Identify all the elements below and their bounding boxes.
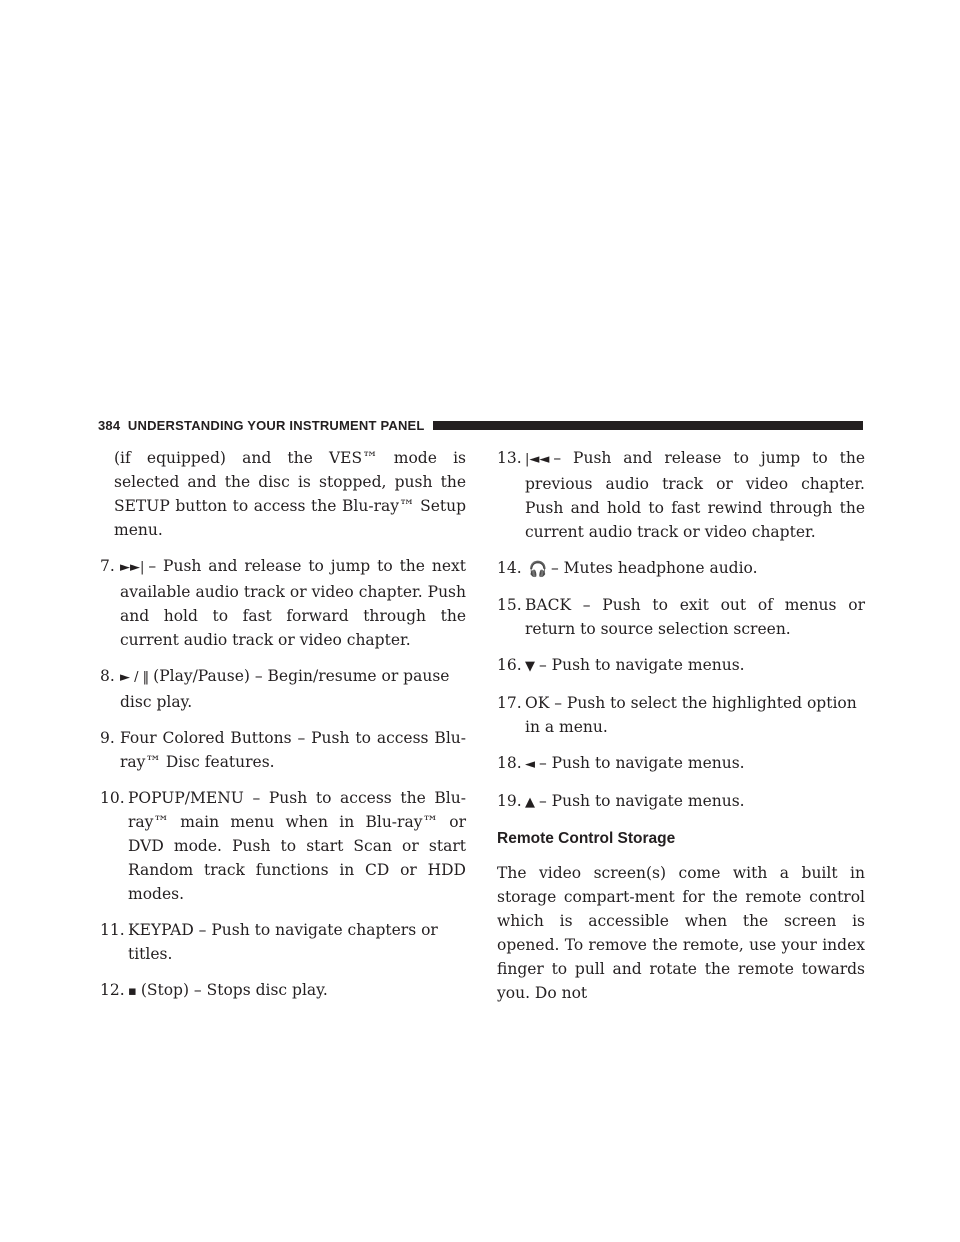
mute-headphone-icon: 🎧	[528, 560, 548, 578]
item-number: 15.	[497, 596, 522, 614]
list-item-10	[100, 786, 466, 906]
list-item-13	[497, 446, 865, 544]
item-number: 10.	[100, 789, 125, 807]
item-text: – Push and release to jump to the next available audio track or video chapter. Push and hold to fast forward through the current audio track or video chapter.	[120, 557, 466, 649]
item-text: BACK – Push to exit out of menus or return to source selection screen.	[525, 596, 865, 638]
item-text: KEYPAD – Push to navigate chapters or titles.	[128, 921, 438, 963]
list-item-12	[100, 978, 466, 1004]
list-item-11	[100, 918, 466, 966]
list-item-16	[497, 653, 865, 679]
item-number: 12.	[100, 981, 125, 999]
page-number-and-title	[98, 418, 425, 433]
item-number: 8.	[100, 667, 115, 685]
list-item-7	[100, 554, 466, 652]
play-pause-icon: ► / ‖	[120, 670, 150, 685]
stop-icon: ▪	[128, 984, 137, 999]
item-text: POPUP/MENU – Push to access the Blu-ray™ main menu when in Blu-ray™ or DVD mode. Push to start Scan or start Random track functions in CD or HDD modes.	[128, 789, 466, 903]
item-text: – Push to navigate menus.	[539, 656, 745, 674]
right-column	[497, 446, 865, 1005]
item-number: 18.	[497, 754, 522, 772]
list-item-15	[497, 593, 865, 641]
item-number: 19.	[497, 792, 522, 810]
header-rule	[433, 421, 863, 430]
previous-track-icon: |◄◄	[525, 452, 550, 467]
item-text: (Play/Pause) – Begin/resume or pause disc play.	[120, 667, 450, 711]
list-item-18	[497, 751, 865, 777]
list-item-9	[100, 726, 466, 774]
item-text: – Push and release to jump to the previous audio track or video chapter. Push and hold to fast rewind through the current audio track or video chapter.	[525, 449, 865, 541]
item-text: Four Colored Buttons – Push to access Blu-ray™ Disc features.	[120, 729, 466, 771]
running-title: UNDERSTANDING YOUR INSTRUMENT PANEL	[127, 417, 425, 433]
list-item-14	[497, 556, 865, 581]
continuation-text: (if equipped) and the VES™ mode is selected and the disc is stopped, push the SETUP button to access the Blu-ray™ Setup menu.	[114, 449, 466, 539]
item-text: (Stop) – Stops disc play.	[140, 981, 328, 999]
item-number: 16.	[497, 656, 522, 674]
up-arrow-icon: ▲	[525, 795, 535, 810]
item-number: 13.	[497, 449, 522, 467]
section-paragraph: The video screen(s) come with a built in storage compart-ment for the remote control which is accessible when the screen is opened. To remove the remote, use your index finger to pull and rotate the remote towards you. Do not	[497, 864, 865, 1002]
left-arrow-icon: ◄	[525, 757, 535, 772]
list-item-8	[100, 664, 466, 714]
next-track-icon: ►►|	[120, 560, 145, 575]
left-column	[100, 446, 466, 1016]
item-number: 7.	[100, 557, 115, 575]
list-item-19	[497, 789, 865, 815]
item-number: 11.	[100, 921, 125, 939]
item-number: 9.	[100, 729, 115, 747]
section-title: Remote Control Storage	[497, 830, 676, 847]
item-text: OK – Push to select the highlighted option in a menu.	[525, 694, 857, 736]
item-number: 14.	[497, 559, 522, 577]
down-arrow-icon: ▼	[525, 659, 535, 674]
item-text: – Push to navigate menus.	[539, 754, 745, 772]
item-text: – Mutes headphone audio.	[551, 559, 758, 577]
list-item-17	[497, 691, 865, 739]
item-number: 17.	[497, 694, 522, 712]
item-text: – Push to navigate menus.	[539, 792, 745, 810]
page-header	[98, 415, 863, 435]
page-number: 384	[98, 417, 121, 433]
